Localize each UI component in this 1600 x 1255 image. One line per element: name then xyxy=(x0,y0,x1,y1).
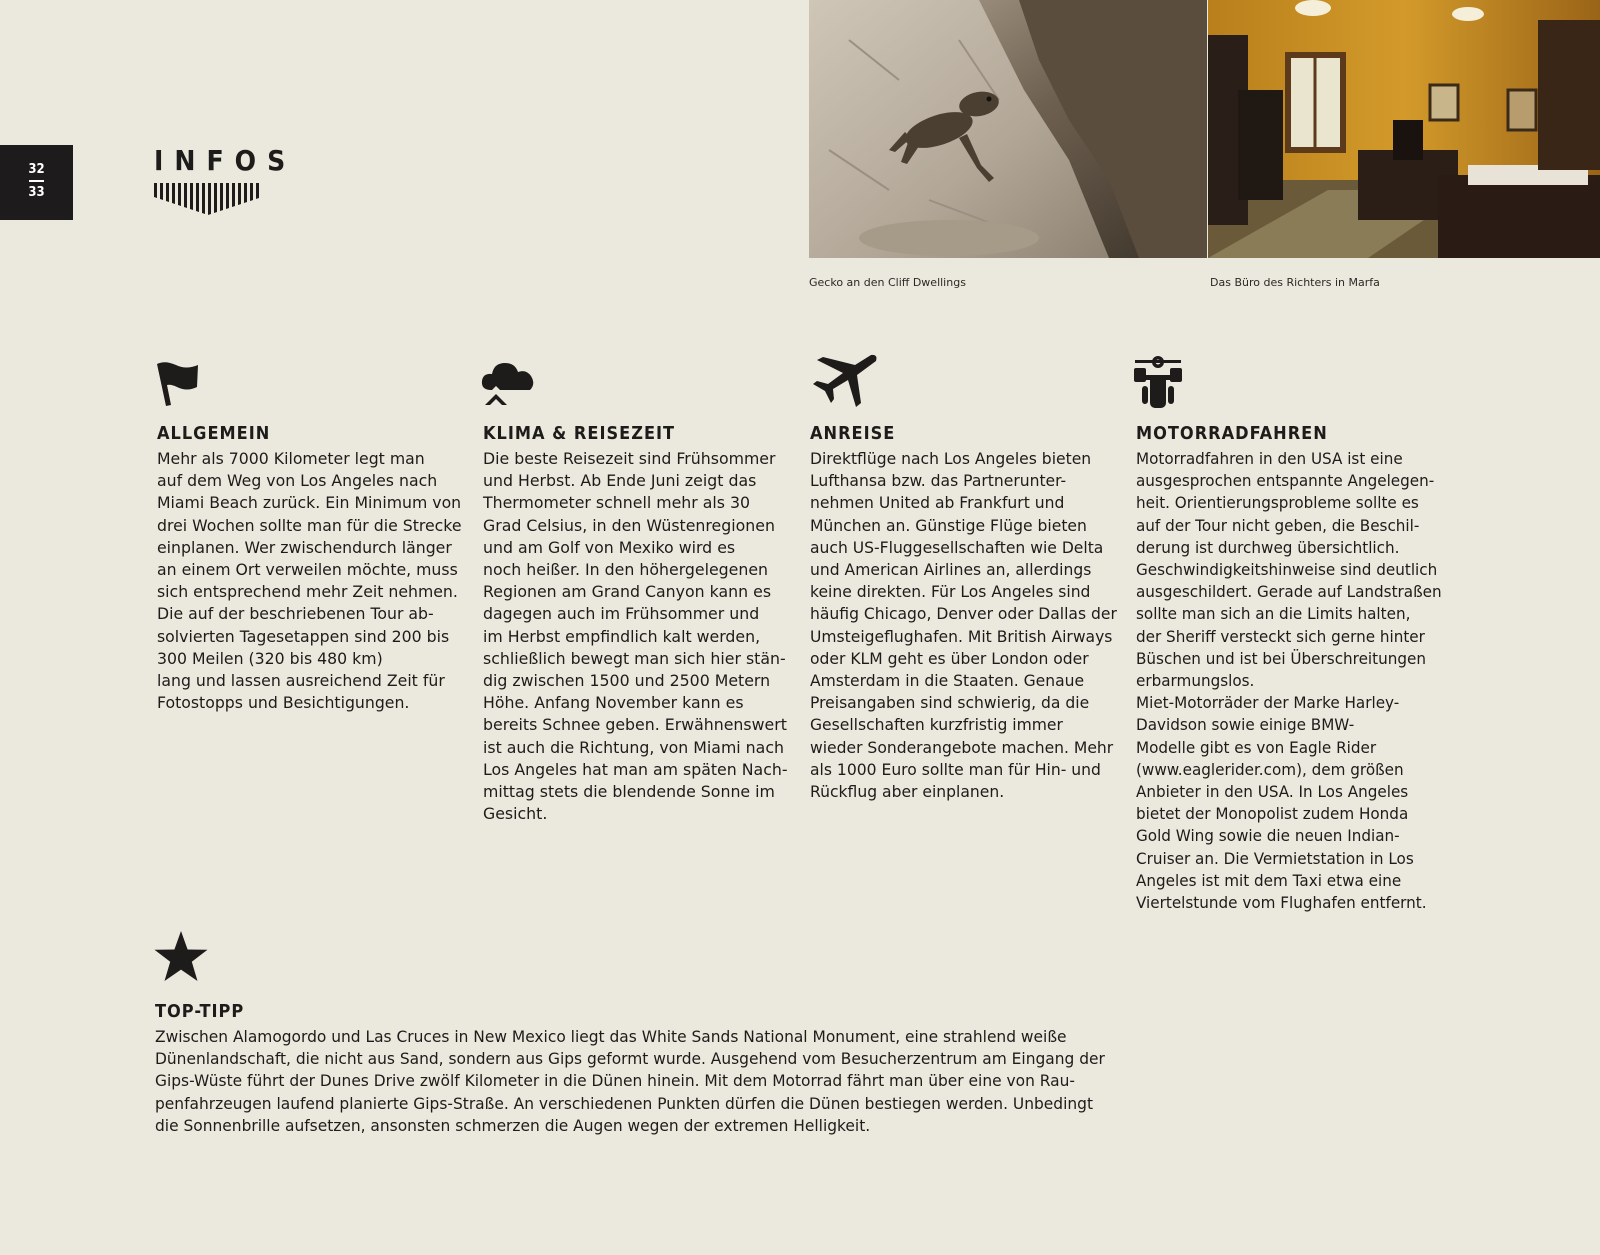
text-line: Die beste Reisezeit sind Frühsommer xyxy=(483,449,776,468)
text-line: schließlich bewegt man sich hier stän- xyxy=(483,648,786,668)
office-caption: Das Büro des Richters in Marfa xyxy=(1210,276,1380,289)
gecko-caption: Gecko an den Cliff Dwellings xyxy=(809,276,966,289)
text-line: erbarmungslos. xyxy=(1136,671,1255,691)
text-line: Davidson sowie einige BMW- xyxy=(1136,715,1355,735)
text-line: Gips-Wüste führt der Dunes Drive zwölf Kilometer in die Dünen hinein. Mit dem Motorrad fährt man über eine von Rau- xyxy=(155,1071,1075,1091)
text-line: Cruiser an. Die Vermietstation in Los xyxy=(1136,848,1414,868)
text-line: auf der Tour nicht geben, die Beschil- xyxy=(1136,515,1420,535)
text-line: im Herbst empfindlich kalt werden, xyxy=(483,626,761,646)
page-number-right: 33 xyxy=(28,185,45,200)
office-photo xyxy=(1208,0,1600,258)
text-line: Geschwindigkeitshinweise sind deutlich xyxy=(1136,560,1438,580)
text-line: Anbieter in den USA. In Los Angeles xyxy=(1136,782,1409,802)
text-line: ausgeschildert. Gerade auf Landstraßen xyxy=(1136,582,1442,602)
airplane-icon xyxy=(813,355,876,407)
text-line: bietet der Monopolist zudem Honda xyxy=(1136,804,1409,824)
text-line: keine direkten. Für Los Angeles sind xyxy=(810,582,1091,602)
text-line: dagegen auch im Frühsommer und xyxy=(483,604,760,624)
text-line: und Herbst. Ab Ende Juni zeigt das xyxy=(483,471,757,491)
text-line: (www.eaglerider.com), dem größen xyxy=(1136,759,1404,779)
text-line: Büschen und ist bei Überschreitungen xyxy=(1136,648,1426,668)
text-line: solvierten Tagesetappen sind 200 bis xyxy=(157,626,450,646)
page-number-badge xyxy=(0,145,73,220)
text-line: derung ist durchweg übersichtlich. xyxy=(1136,537,1400,557)
text-line: Los Angeles hat man am späten Nach- xyxy=(483,759,788,779)
text-line: Miet-Motorräder der Marke Harley- xyxy=(1136,693,1400,713)
text-line: Amsterdam in die Staaten. Genaue xyxy=(810,671,1085,691)
page-number-divider xyxy=(29,180,44,182)
text-line: sollte man sich an die Limits halten, xyxy=(1136,604,1411,624)
text-line: dig zwischen 1500 und 2500 Metern xyxy=(483,671,771,691)
text-line: mittag stets die blendende Sonne im xyxy=(483,782,775,802)
klima-text xyxy=(483,448,798,825)
text-line: Fotostopps und Besichtigungen. xyxy=(157,693,410,713)
infos-heading: INFOS xyxy=(154,144,297,177)
text-line: Gesicht. xyxy=(483,804,548,824)
text-line: München an. Günstige Flüge bieten xyxy=(810,515,1087,535)
text-line: heit. Orientierungsprobleme sollte es xyxy=(1136,493,1419,513)
allgemein-title: ALLGEMEIN xyxy=(157,423,271,444)
text-line: Viertelstunde vom Flughafen entfernt. xyxy=(1136,893,1427,913)
text-line: auch US-Fluggesellschaften wie Delta xyxy=(810,537,1104,557)
flag-icon xyxy=(156,361,200,407)
text-line: der Sheriff versteckt sich gerne hinter xyxy=(1136,626,1425,646)
anreise-title: ANREISE xyxy=(810,423,896,444)
anreise-text xyxy=(810,448,1131,803)
text-line: drei Wochen sollte man für die Strecke xyxy=(157,515,462,535)
motorcycle-icon xyxy=(1133,356,1183,410)
text-line: einplanen. Wer zwischendurch länger xyxy=(157,537,452,557)
text-line: Motorradfahren in den USA ist eine xyxy=(1136,449,1403,468)
klima-title: KLIMA & REISEZEIT xyxy=(483,423,676,444)
text-line: und am Golf von Mexiko wird es xyxy=(483,537,736,557)
text-line: Thermometer schnell mehr als 30 xyxy=(483,493,751,513)
text-line: penfahrzeugen laufend planierte Gips-Straße. An verschiedenen Punkten dürfen die Dünen bestiegen werden. Unbedingt xyxy=(155,1093,1094,1113)
text-line: Grad Celsius, in den Wüstenregionen xyxy=(483,515,775,535)
text-line: lang und lassen ausreichend Zeit für xyxy=(157,671,445,691)
text-line: wieder Sonderangebote machen. Mehr xyxy=(810,737,1114,757)
text-line: Direktflüge nach Los Angeles bieten xyxy=(810,449,1092,468)
text-line: Gold Wing sowie die neuen Indian- xyxy=(1136,826,1400,846)
text-line: 300 Meilen (320 bis 480 km) xyxy=(157,648,383,668)
star-icon xyxy=(153,930,209,984)
striped-chevron-ornament xyxy=(154,183,262,215)
text-line: Umsteigeflughafen. Mit British Airways xyxy=(810,626,1113,646)
text-line: Höhe. Anfang November kann es xyxy=(483,693,744,713)
text-line: ausgesprochen entspannte Angelegen- xyxy=(1136,471,1435,491)
text-line: Angeles ist mit dem Taxi etwa eine xyxy=(1136,870,1402,890)
text-line: und American Airlines an, allerdings xyxy=(810,560,1092,580)
text-line: Preisangaben sind schwierig, da die xyxy=(810,693,1090,713)
text-line: Zwischen Alamogordo und Las Cruces in New Mexico liegt das White Sands National Monument, eine strahlend weiße xyxy=(155,1027,1067,1046)
text-line: Lufthansa bzw. das Partnerunter- xyxy=(810,471,1067,491)
motorrad-text xyxy=(1136,448,1464,914)
text-line: nehmen United ab Frankfurt und xyxy=(810,493,1065,513)
text-line: Gesellschaften kurzfristig immer xyxy=(810,715,1063,735)
allgemein-text xyxy=(157,448,473,714)
text-line: auf dem Weg von Los Angeles nach xyxy=(157,471,438,491)
page-number-left: 32 xyxy=(28,162,45,177)
text-line: Die auf der beschriebenen Tour ab- xyxy=(157,604,434,624)
text-line: an einem Ort verweilen möchte, muss xyxy=(157,560,458,580)
text-line: Modelle gibt es von Eagle Rider xyxy=(1136,737,1377,757)
text-line: die Sonnenbrille aufsetzen, ansonsten schmerzen die Augen wegen der extremen Helligkeit. xyxy=(155,1115,871,1135)
gecko-photo xyxy=(809,0,1207,258)
text-line: oder KLM geht es über London oder xyxy=(810,648,1089,668)
text-line: häufig Chicago, Denver oder Dallas der xyxy=(810,604,1117,624)
text-line: Regionen am Grand Canyon kann es xyxy=(483,582,772,602)
text-line: bereits Schnee geben. Erwähnenswert xyxy=(483,715,787,735)
text-line: als 1000 Euro sollte man für Hin- und xyxy=(810,759,1101,779)
motorrad-title: MOTORRADFAHREN xyxy=(1136,423,1328,444)
toptipp-title: TOP-TIPP xyxy=(155,1001,245,1022)
text-line: noch heißer. In den höhergelegenen xyxy=(483,560,769,580)
cloud-icon xyxy=(481,360,535,406)
text-line: Miami Beach zurück. Ein Minimum von xyxy=(157,493,462,513)
text-line: Rückflug aber einplanen. xyxy=(810,782,1005,802)
text-line: Dünenlandschaft, die nicht aus Sand, sondern aus Gips geformt wurde. Ausgehend vom Besucherzentrum am Eingang der xyxy=(155,1049,1105,1069)
text-line: sich entsprechend mehr Zeit nehmen. xyxy=(157,582,458,602)
text-line: ist auch die Richtung, von Miami nach xyxy=(483,737,784,757)
text-line: Mehr als 7000 Kilometer legt man xyxy=(157,449,425,468)
toptipp-text xyxy=(155,1026,1157,1137)
